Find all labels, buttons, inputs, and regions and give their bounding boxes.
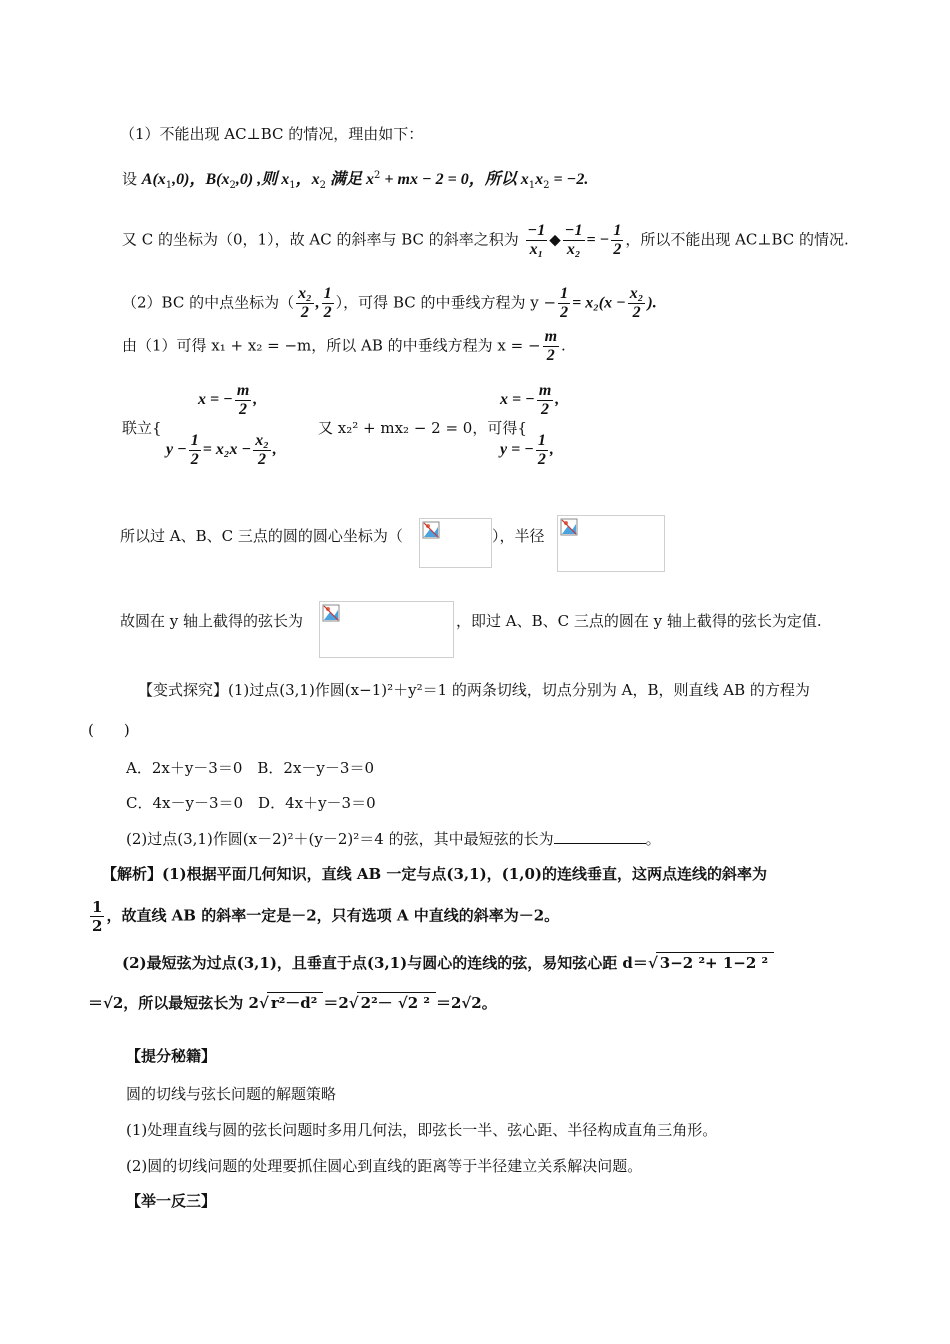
p2-t2: ,0)，B(x bbox=[172, 171, 230, 188]
p3-t2: ，所以不能出现 AC⊥BC 的情况. bbox=[625, 230, 849, 249]
p4-t2: ），可得 BC 的中垂线方程为 y − bbox=[335, 293, 557, 312]
p11-t2: 。 bbox=[645, 830, 661, 848]
broken-image-icon bbox=[422, 521, 440, 539]
p7-t2: ），半径 bbox=[492, 527, 545, 545]
p4-t3: = x₂(x − bbox=[572, 294, 626, 312]
para-17 bbox=[126, 1084, 336, 1104]
p19-t1: (2)圆的切线问题的处理要抓住圆心到直线的距离等于半径建立关系解决问题。 bbox=[126, 1157, 643, 1175]
p4-frac1 bbox=[296, 285, 314, 322]
para-14 bbox=[122, 952, 774, 973]
broken-image-radius bbox=[557, 515, 665, 572]
p11-t1: (2)过点(3,1)作圆(x－2)²＋(y－2)²＝4 的弦，其中最短弦的长为 bbox=[126, 830, 554, 848]
p2-sup: 2 bbox=[374, 170, 381, 181]
s1r2-frac2 bbox=[253, 432, 271, 469]
s2r2-b: , bbox=[549, 441, 554, 459]
s2r1-frac bbox=[537, 382, 553, 419]
p10-t1: ( ) bbox=[88, 721, 130, 739]
opts-c: C．4x－y－3＝0 D．4x＋y－3＝0 bbox=[126, 794, 376, 812]
para-2 bbox=[122, 166, 588, 196]
p13-t1: ，故直线 AB 的斜率一定是－2，只有选项 A 中直线的斜率为－2。 bbox=[106, 906, 560, 925]
s1r2-num: 1 bbox=[190, 432, 199, 449]
broken-image-center bbox=[419, 518, 492, 568]
p4-comma: , bbox=[315, 294, 320, 312]
s1r2-frac1 bbox=[189, 432, 201, 469]
system-2-row-2 bbox=[500, 432, 554, 469]
para-10 bbox=[88, 720, 130, 740]
p2-t6: + mx − 2 = 0，所以 x bbox=[380, 171, 529, 188]
p13-num: 1 bbox=[92, 898, 103, 916]
p4-frac2-num: 1 bbox=[323, 285, 332, 302]
p2-t4: ，x bbox=[295, 171, 320, 188]
p4-frac4 bbox=[628, 285, 646, 322]
sqrt-icon: √ bbox=[647, 954, 658, 972]
para-8-text-2 bbox=[456, 611, 822, 631]
p3-frac3-num: 1 bbox=[613, 222, 622, 239]
p5-frac bbox=[543, 328, 559, 365]
system-1-row-1 bbox=[198, 382, 257, 419]
p5-frac-den: 2 bbox=[546, 347, 555, 364]
p4-frac2-den: 2 bbox=[323, 304, 332, 321]
para-19 bbox=[126, 1156, 642, 1176]
sqrt-icon: √ bbox=[348, 994, 359, 1012]
para-1-text: （1）不能出现 AC⊥BC 的情况，理由如下： bbox=[120, 125, 424, 143]
p16-t1: 【提分秘籍】 bbox=[126, 1047, 217, 1065]
p15-radicand-2: 2²－ √2 ² bbox=[357, 992, 436, 1013]
p4-t4: ). bbox=[647, 294, 657, 312]
p8-t1: 故圆在 y 轴上截得的弦长为 bbox=[120, 612, 304, 630]
p8-t2: ，即过 A、B、C 三点的圆在 y 轴上截得的弦长为定值. bbox=[456, 612, 822, 630]
para-13 bbox=[88, 898, 559, 935]
p5-t1: 由（1）可得 x₁ + x₂ = −m，所以 AB 的中垂线方程为 x = − bbox=[122, 336, 541, 355]
p13-den: 2 bbox=[92, 917, 103, 935]
p15-t1: ＝√2，所以最短弦长为 2 bbox=[88, 994, 259, 1012]
p4-frac2 bbox=[322, 285, 334, 322]
p14-t1: (2)最短弦为过点(3,1)，且垂直于点(3,1)与圆心的连线的弦，易知弦心距 d＝ bbox=[122, 954, 648, 972]
p3-frac2 bbox=[563, 222, 585, 259]
p4-frac3-num: 1 bbox=[560, 285, 569, 302]
p13-frac bbox=[90, 898, 104, 935]
p3-frac2-num: −1 bbox=[564, 222, 583, 239]
p4-frac4-num: x₂ bbox=[629, 285, 644, 302]
p2-sub2: 2 bbox=[229, 180, 236, 191]
para-11 bbox=[126, 829, 661, 849]
p9-t1: 【变式探究】(1)过点(3,1)作圆(x−1)²＋y²＝1 的两条切线，切点分别为 A，B，则直线 AB 的方程为 bbox=[138, 681, 810, 699]
p2-sub6: 2 bbox=[543, 180, 550, 191]
p20-t1: 【举一反三】 bbox=[126, 1192, 217, 1210]
section-practice-heading bbox=[126, 1191, 216, 1211]
para-5 bbox=[122, 328, 566, 365]
s2r1-b: , bbox=[555, 391, 560, 409]
s1r2-a: y − bbox=[166, 441, 187, 459]
s1r2-c: , bbox=[272, 441, 277, 459]
s2r2-den: 2 bbox=[537, 451, 546, 468]
diamond-icon: ◆ bbox=[549, 230, 561, 249]
s2r1-a: x = − bbox=[500, 391, 535, 409]
para-7-text-2 bbox=[492, 526, 545, 546]
para-1 bbox=[120, 124, 423, 144]
p14-radicand: 3−2 ²+ 1−2 ² bbox=[656, 952, 774, 973]
s2r2-a: y = − bbox=[500, 441, 534, 459]
para-12 bbox=[102, 864, 767, 884]
p2-t5: 满足 x bbox=[326, 171, 375, 188]
s1r2-b: = x₂x − bbox=[202, 441, 252, 459]
para-3 bbox=[122, 222, 849, 259]
p12-t1: 【解析】(1)根据平面几何知识，直线 AB 一定与点(3,1)，(1,0)的连线垂直，这两点连线的斜率为 bbox=[102, 865, 767, 883]
p17-t1: 圆的切线与弦长问题的解题策略 bbox=[126, 1085, 337, 1103]
options-cd bbox=[126, 793, 376, 813]
system-1 bbox=[166, 382, 316, 482]
p4-frac1-num: x₂ bbox=[298, 285, 312, 302]
p5-frac-num: m bbox=[544, 328, 558, 345]
broken-image-chord bbox=[319, 601, 454, 658]
p15-radicand-1: r²－d² bbox=[267, 992, 324, 1013]
p2-a: A(x bbox=[141, 171, 166, 188]
s2r2-num: 1 bbox=[537, 432, 546, 449]
para-7-text-1 bbox=[120, 526, 403, 546]
p7-t1: 所以过 A、B、C 三点的圆的圆心坐标为（ bbox=[120, 527, 403, 545]
sqrt-icon: √ bbox=[258, 994, 269, 1012]
section-tips-heading bbox=[126, 1046, 216, 1066]
p15-t3: ＝2√2。 bbox=[435, 994, 497, 1012]
system-2-row-1 bbox=[500, 382, 559, 419]
p4-t1: （2）BC 的中点坐标为（ bbox=[122, 293, 295, 312]
p4-frac3 bbox=[558, 285, 570, 322]
s1r1-num: m bbox=[236, 382, 250, 399]
para-8-text-1 bbox=[120, 611, 303, 631]
system-2 bbox=[500, 382, 620, 482]
p2-t3: ,0) ,则 x bbox=[235, 171, 290, 188]
p6-mid-text: 又 x₂² + mx₂ − 2 = 0，可得{ bbox=[318, 419, 527, 437]
p3-frac2-den: x₂ bbox=[566, 241, 581, 258]
p3-eq: = − bbox=[586, 231, 610, 249]
p5-t2: . bbox=[561, 336, 566, 355]
s2r1-den: 2 bbox=[541, 401, 550, 418]
p2-t1: 设 bbox=[122, 170, 138, 188]
p6-mid bbox=[318, 418, 527, 438]
s1r1-b: , bbox=[253, 391, 258, 409]
p2-t7: x bbox=[535, 171, 544, 188]
p18-t1: (1)处理直线与圆的弦长问题时多用几何法，即弦长一半、弦心距、半径构成直角三角形。 bbox=[126, 1121, 718, 1139]
p3-frac3-den: 2 bbox=[613, 241, 622, 258]
opts-a: A．2x＋y－3＝0 B．2x－y－3＝0 bbox=[126, 759, 374, 777]
p4-frac3-den: 2 bbox=[560, 304, 569, 321]
s2r2-frac bbox=[536, 432, 548, 469]
p3-frac1-num: −1 bbox=[527, 222, 546, 239]
para-15 bbox=[88, 992, 497, 1013]
answer-blank bbox=[554, 829, 646, 844]
broken-image-icon bbox=[322, 604, 340, 622]
s1r1-frac bbox=[235, 382, 251, 419]
p4-frac1-den: 2 bbox=[300, 304, 309, 321]
p2-t8: = −2. bbox=[549, 171, 589, 188]
s1r1-den: 2 bbox=[239, 401, 248, 418]
system-1-row-2 bbox=[166, 432, 277, 469]
s1r2-num2: x₂ bbox=[255, 432, 269, 449]
p2-sub4: 2 bbox=[319, 180, 326, 191]
p15-t2: ＝2 bbox=[323, 994, 349, 1012]
p2-sub3: 1 bbox=[289, 180, 296, 191]
p3-frac1 bbox=[526, 222, 548, 259]
p6-lead: 联立{ bbox=[122, 419, 162, 437]
para-9 bbox=[138, 680, 810, 700]
para-4 bbox=[122, 285, 657, 322]
s1r1-a: x = − bbox=[198, 391, 233, 409]
p3-frac3 bbox=[611, 222, 623, 259]
s2r1-num: m bbox=[538, 382, 552, 399]
s1r2-den: 2 bbox=[190, 451, 199, 468]
broken-image-icon bbox=[560, 518, 578, 536]
p4-frac4-den: 2 bbox=[632, 304, 641, 321]
p2-sub1: 1 bbox=[165, 180, 173, 191]
options-ab bbox=[126, 758, 374, 778]
p3-frac1-den: x₁ bbox=[529, 241, 544, 258]
p3-t1: 又 C 的坐标为（0，1），故 AC 的斜率与 BC 的斜率之积为 bbox=[122, 230, 519, 249]
para-18 bbox=[126, 1120, 717, 1140]
s1r2-den2: 2 bbox=[257, 451, 266, 468]
p2-sub5: 1 bbox=[528, 180, 536, 191]
